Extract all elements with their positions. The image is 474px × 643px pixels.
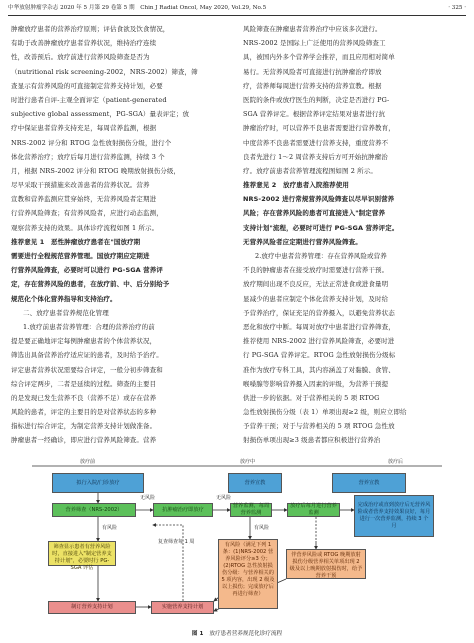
box-weekly: 营养监测，每周营养监测 [230,503,272,517]
text-line: 具，被国内外多个营养学会推荐，而且应用相对简单 [243,53,395,62]
text-line: 尽早采取干预措施来改善患者的营养状况。营养 [11,181,150,190]
text-line: 中度营养不良患者需要进行营养支持，重度营养不 [243,138,389,147]
label-recheck: 复查筛查每 1 周 [158,539,195,545]
text-line: 风险的患者，评定的主要目的是对营养状态的多种 [11,408,157,417]
text-line: 疗中保证患者营养支持充足，每周营养监测，根据 [11,124,157,133]
text-line: 行营养风险筛查，必要时可以进行 PG-SGA 营养评 [11,266,163,275]
text-line: 推荐意见 2 放疗患者入院推荐使用 [243,181,349,190]
text-line: NRS-2002 是国际上广泛使用的营养风险筛查工 [243,39,386,48]
left-text-column [11,22,231,452]
text-line: 观察营养支持的效果。具体诊疗流程如图 1 所示。 [11,223,159,232]
label-has-risk-b: 有风险 [254,525,270,531]
text-line: 定，存在营养风险的患者，在放疗前、中、后分别给予 [11,280,170,289]
text-line: 准作为放疗专科工具，其内容涵盖了对黏膜、食管、 [243,365,395,374]
box-antitumor: 抗肿瘤治疗即放疗 [153,503,213,517]
text-line: 2.放疗中患者营养管理：存在营养风险或营养 [255,252,387,260]
text-line: 无营养风险者应定期进行营养风险筛查。 [243,237,362,246]
text-line: 射损伤单项出现≥3 级患者都应积极进行营养治 [243,436,381,445]
box-monthly: 放疗后每月进行营养监测 [287,503,340,517]
text-line: 急性放射损伤分级（表 1）单项出现≥2 级，则应立即给 [243,408,407,417]
box-during-criteria: 有风险（满足下列 1 条：(1)NRS-2002 营养风险评分≥3 分；(2)RTOG 急性放射损伤分级：与营养相关的 5 项内容，出现 2 级及以上损伤；完成放疗后再进行筛查） [218,539,278,609]
label-after: 放疗后 [388,459,404,465]
text-line: 供进一步的依据。对于营养相关的 5 项 RTOG [243,393,380,402]
box-implement: 实施营养支持计划 [151,601,214,614]
text-line: 二、放疗患者营养规范化管理 [23,308,109,317]
box-plan: 制订营养支持计划 [48,601,136,614]
text-line: 指标进行综合评定，为制定营养支持计划做准备。 [11,422,157,431]
text-line: 肿瘤治疗时，可以营养不良患者需要进行营养教育， [243,124,395,133]
page-number: · 325 · [448,5,466,11]
text-line: 综合评定两步，二者是延续的过程。筛查的主要目 [11,379,157,388]
text-line: 喉嗓腺等影响营养摄入因素的评级，为营养干预提 [243,379,389,388]
text-line: 疗。放疗前患者营养管理流程图如图 2 所示。 [243,166,377,175]
text-line: 医院的条件或放疗医生的判断，决定是否进行 PG- [243,95,390,104]
right-text-column [243,22,463,452]
text-line: 风险；存在营养风险的患者可直接进入"制定营养 [243,209,386,218]
text-line: 行 PG-SGA 营养评定。RTOG 急性放射损伤分级标 [243,351,396,360]
text-line: 的是发现已发生营养不良（营养不足）或存在营养 [11,393,157,402]
text-line: 疗，营养师每周进行营养支持的营养宣教。根据 [243,81,382,90]
text-line: 予营养干预；对于与营养相关的 5 项 RTOG 急性放 [243,422,395,431]
box-edu-after: 营养宣教 [332,473,406,493]
text-line: 评定患者营养状况需要综合评定，一般分初步筛查和 [11,365,163,374]
text-line: 宣教和营养监测应贯穿始终，无营养风险者定期进 [11,195,157,204]
text-line: 风险筛查在肿瘤患者营养治疗中应该多次进行。 [243,25,382,33]
journal-citation: 中华放射肿瘤学杂志 2020 年 5 月第 29 卷第 5 期 Chin J Radiat Oncol, May 2020, Vol.29, No.5 [8,5,267,11]
text-line: 查显示有营养风险的可直接制定营养支持计划，必要 [11,81,163,90]
text-line: SGA 营养评定。根据营养评定结果对患者进行抗 [243,110,386,119]
label-during: 放疗中 [240,459,256,465]
label-no-risk-b: 无风险 [216,495,232,501]
figure-caption [0,629,474,639]
text-line: 显减少的患者应制定个体化营养支持计划，及时给 [243,294,389,303]
text-line: 需要进行全程规范营养管理。国放疗期应定期进 [11,252,150,260]
text-line: 推荐意见 1 恶性肿瘤放疗患者在"国放疗期 [11,237,141,246]
text-line: NRS-2002 评分和 RTOG 急性放射损伤分级，进行个 [11,138,172,147]
text-line: 支持计划"流程，必要时可进行 PG-SGA 营养评定。 [243,223,399,232]
text-line: 予营养治疗，保证充足的营养摄入，以避免营养状态 [243,308,395,317]
text-line: 体化营养治疗；放疗后每月进行营养监测，持续 3 个 [11,152,165,161]
flowchart-figure [32,461,442,627]
text-line: 易行。无营养风险者可直接进行抗肿瘤治疗即放 [243,67,382,76]
box-after-criteria: 伴营养风险或 RTOG 晚期放射损伤分级营养相关单项出现 2 级及以上晚期放射损伤时，给予营养干预 [286,549,366,579]
box-admit: 拟行入院/门诊放疗 [52,473,144,493]
text-line: 1.放疗前患者营养管理：合理的营养治疗的前 [23,322,155,331]
text-line: 有助于改善肿瘤放疗患者营养状况，维持治疗连续 [11,39,157,48]
text-line: 肿瘤患者一经确诊，即应进行营养风险筛查。营养 [11,436,157,445]
text-line: 筛选出具备营养治疗适应证的患者，及时给予治疗。 [11,351,163,360]
text-line: 恶化和放疗中断。每周对放疗中患者进行营养筛查， [243,322,395,331]
text-line: 放疗期间出现不良反应，无法正常进食或进食量明 [243,280,389,289]
figure-title: 放疗患者营养规范化诊疗流程 [209,631,283,637]
text-line: 推荐使用 NRS-2002 进行营养风险筛查，必要时进 [243,337,395,346]
arrow-implement-loop [153,525,183,601]
text-line: 规范化个体化营养指导和支持治疗。 [11,294,117,303]
text-line: 良者先进行 1～2 周营养支持后方可开始抗肿瘤治 [243,152,388,161]
box-pgsga: 筛查显示患者有营养风险时，直接进入"制定营养支持计划"，必要时行 PG-SGA 评估 [48,541,116,566]
box-ongoing: 完成治疗或直到放疗后无营养风险或者营养支持效果良好，每月进行一次营养监测，持续 3 个月 [354,495,434,537]
text-line: 性，改善预后。放疗前进行营养风险筛查是否为 [11,53,150,62]
running-header [8,2,466,16]
text-line: 提是要正确地评定每例肿瘤患者的个体营养状况， [11,337,157,346]
text-line: 行营养风险筛查；有营养风险者，应进行动态监测， [11,209,163,218]
box-nrs: 营养筛查（NRS-2002） [52,503,136,517]
label-no-risk-a: 无风险 [140,495,156,501]
text-line: （nutritional risk screening-2002，NRS-2002）筛查，筛 [11,67,198,76]
text-line: NRS-2002 进行常规营养风险筛查以尽早识别营养 [243,195,395,204]
text-line: 时进行患者自评-主观全面评定（patient-generated [11,95,167,104]
text-line: 肿瘤放疗患者的营养治疗原则；评估食欲及饮食情况， [11,25,170,33]
label-has-risk-a: 有风险 [102,525,118,531]
text-line: 不良的肿瘤患者在接受放疗时需要进行营养干预。 [243,266,389,275]
figure-number: 图 1 [191,631,204,637]
text-line: 月，根据 NRS-2002 评分和 RTOG 晚期放射损伤分级， [11,166,181,175]
box-edu-before: 营养宣教 [228,473,282,493]
label-before: 放疗前 [80,459,96,465]
text-line: subjective global assessment，PG-SGA）量表评定；放 [11,110,190,119]
